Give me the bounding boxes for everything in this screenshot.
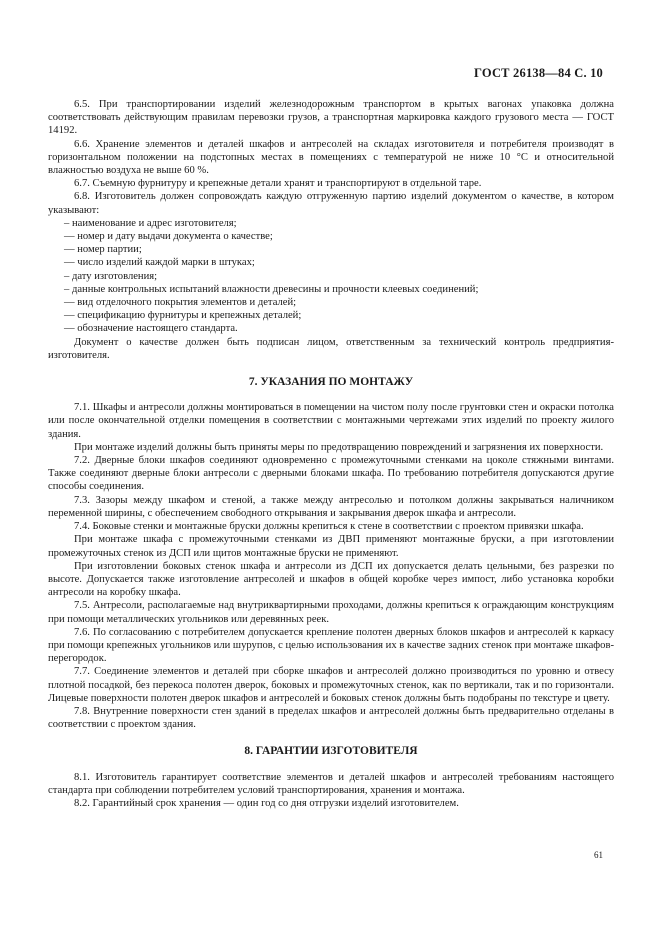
list-item: — номер и дату выдачи документа о качестве; xyxy=(64,231,273,243)
paragraph-7-4-c: При изготовлении боковых стенок шкафа и антресоли из ДСП их допускается делать цельными, без разрезки по высоте. Допускается также изготовление антресолей и шкафов в общей коробке через импост, либо установка коробки антресоли на коробку шкафа. xyxy=(48,560,614,599)
paragraph-quality-document: Документ о качестве должен быть подписан лицом, ответственным за технический контроль предприятия-изготовителя. xyxy=(48,336,614,361)
paragraph-7-1: 7.1. Шкафы и антресоли должны монтироваться в помещении на чистом полу после грунтовки стен и окраски потолка или после окончательной отделки помещения в соответствии с монтажными чертежами этих изделий по проекту жилого здания. xyxy=(48,402,614,440)
section-heading-8: 8. ГАРАНТИИ ИЗГОТОВИТЕЛЯ xyxy=(244,745,418,758)
paragraph-7-8: 7.8. Внутренние поверхности стен зданий в пределах шкафов и антресолей должны быть предварительно отделаны в соответствии с проектом здания. xyxy=(48,705,614,731)
paragraph-7-4: 7.4. Боковые стенки и монтажные бруски должны крепиться к стене в соответствии с проектом привязки шкафа. xyxy=(74,521,584,533)
paragraph-8-2: 8.2. Гарантийный срок хранения — один год со дня отгрузки изделий изготовителем. xyxy=(74,797,459,809)
page-header: ГОСТ 26138—84 С. 10 xyxy=(474,66,603,80)
list-item: – данные контрольных испытаний влажности древесины и прочности клеевых соединений; xyxy=(64,283,479,295)
paragraph-7-1-b: При монтаже изделий должны быть приняты меры по предотвращению повреждений и загрязнения их поверхности. xyxy=(74,441,604,453)
list-item: — вид отделочного покрытия элементов и деталей; xyxy=(64,297,297,309)
quality-document-list xyxy=(48,217,614,336)
list-item: – дату изготовления; xyxy=(64,270,158,282)
list-item: — спецификацию фурнитуры и крепежных деталей; xyxy=(64,310,302,322)
section-heading-7: 7. УКАЗАНИЯ ПО МОНТАЖУ xyxy=(248,376,414,389)
paragraph-7-7: 7.7. Соединение элементов и деталей при сборке шкафов и антресолей должно производиться по уровню и отвесу плотной посадкой, без перекоса полотен дверок, боковых и промежуточных стенок, как по вертикали, так и по горизонтали. Лицевые поверхности полотен дверок шкафов и антресолей и боковых стенок должны быть подобраны по текстуре и цвету. xyxy=(48,666,614,704)
list-item: — число изделий каждой марки в штуках; xyxy=(64,257,255,269)
paragraph-7-6: 7.6. По согласованию с потребителем допускается крепление полотен дверных блоков шкафов и антресолей к каркасу при помощи крепежных угольников или шурупов, с целью использования их в качестве задних стенок при монтаже шкафов-перегородок. xyxy=(48,626,614,665)
paragraph-7-4-b: При монтаже шкафа с промежуточными стенками из ДВП применяют монтажные бруски, а при изготовлении промежуточных стенок из ДСП или щитов монтажные бруски не применяют. xyxy=(48,534,614,559)
page-number: 61 xyxy=(594,850,603,860)
document-body xyxy=(48,98,614,810)
list-item: – наименование и адрес изготовителя; xyxy=(64,217,237,229)
list-item: — обозначение настоящего стандарта. xyxy=(64,323,238,335)
paragraph-7-5: 7.5. Антресоли, располагаемые над внутриквартирными проходами, должны крепиться к ограждающим конструкциям при помощи металлических угольников или деревянных реек. xyxy=(48,600,614,625)
paragraph-7-2: 7.2. Дверные блоки шкафов соединяют одновременно с промежуточными стенками на цоколе стяжными винтами. Также соединяют дверные блоки антресоли с дверными блоками шкафа. По требованию потребителя допускаются другие способы соединения. xyxy=(48,455,614,493)
paragraph-6-7: 6.7. Съемную фурнитуру и крепежные детали хранят и транспортируют в отдельной таре. xyxy=(74,178,482,190)
list-item: — номер партии; xyxy=(64,244,142,256)
paragraph-6-8: 6.8. Изготовитель должен сопровождать каждую отгруженную партию изделий документом о качестве, в котором указывают: xyxy=(48,191,614,216)
paragraph-7-3: 7.3. Зазоры между шкафом и стеной, а также между антресолью и потолком должны закрываться наличником переменной ширины, с обеспечением свободного открывания и закрывания дверок шкафа и антресоли. xyxy=(48,494,614,519)
paragraph-8-1: 8.1. Изготовитель гарантирует соответствие элементов и деталей шкафов и антресолей требованиям настоящего стандарта при соблюдении потребителем условий транспортирования, хранения и монтажа. xyxy=(48,771,614,796)
paragraph-6-6: 6.6. Хранение элементов и деталей шкафов и антресолей на складах изготовителя и потребителя производят в горизонтальном положении на подстопных местах в помещениях с температурой не ниже 10 °С и относительной влажностью воздуха не выше 60 %. xyxy=(48,138,614,177)
paragraph-6-5: 6.5. При транспортировании изделий железнодорожным транспортом в крытых вагонах упаковка должна соответствовать действующим правилам перевозки грузов, а транспортная маркировка каждого грузового места — ГОСТ 14192. xyxy=(48,99,614,137)
